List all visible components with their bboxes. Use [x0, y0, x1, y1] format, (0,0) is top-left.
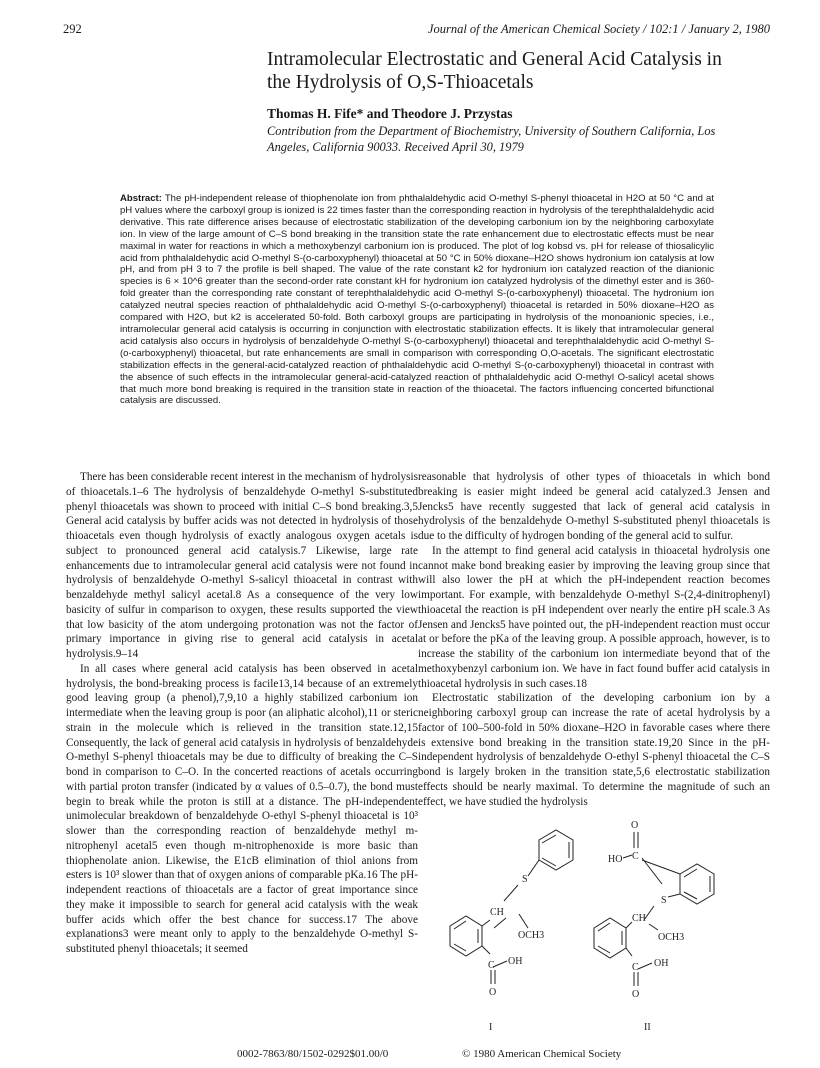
atom-label: O	[489, 987, 497, 998]
chemical-structures-figure	[418, 818, 770, 1036]
benzene-ring	[594, 918, 626, 958]
atom-label: OCH3	[518, 930, 545, 941]
carboxyphenyl-ring	[680, 864, 714, 904]
atom-label: C	[632, 962, 639, 973]
footer-code: 0002-7863/80/1502-0292$01.00/0	[237, 1048, 389, 1060]
atom-label: HO	[608, 854, 623, 865]
body-column-right	[418, 470, 770, 809]
authors: Thomas H. Fife* and Theodore J. Przystas	[267, 106, 513, 121]
abstract-text: The pH-independent release of thiophenolate ion from phthalaldehydic acid O-methyl S-phenyl thioacetal in H2O at 50 °C and at pH values where the carboxyl group is ionized is 22 times faster than the corresponding reaction in hydrolysis of the terephthalaldehydic acid derivative. This rate difference arises because of electrostatic stabilization of the developing carbonium ion by the neighboring carboxylate ion. In view of the large amount of C–S bond breaking in the transition state the rate enhancement due to electrostatic effects must be near maximal in water for reactions in which a methoxybenzyl carbonium ion is produced. The plot of log kobsd vs. pH for release of thiosalicylic acid from phthalaldehydic acid O-methyl S-(o-carboxyphenyl) thioacetal at 50 °C in 50% dioxane–H2O shows hydronium ion catalysis at low pH, and from pH 3 to 7 the profile is bell shaped. The value of the rate constant k2 for hydronium ion catalyzed reaction of the dianionic species is 6 × 10^6 greater than the second-order rate constant kH for hydronium ion catalyzed hydrolysis of the dimethyl ester and is 360-fold greater than the corresponding rate constant of terephthalaldehydic acid O-methyl S-(o-carboxyphenyl) thioacetal. The hydronium ion catalyzed neutral species reaction of phthalaldehydic acid O-methyl S-(o-carboxyphenyl) thioacetal is retarded in 50% dioxane–H2O as compared with H2O, but k2 is accelerated 50-fold. Both carboxyl groups are participating in hydrolysis of the monoanionic species, i.e., intramolecular general acid catalysis is occurring in conjunction with electrostatic stabilization effects. It is likely that intramolecular general acid catalysis also occurs in hydrolysis of benzaldehyde O-methyl S-(o-carboxyphenyl) thioacetal and terephthalaldehydic acid O-methyl S-(o-carboxyphenyl) thioacetal, but rate enhancements are small in comparison with corresponding O,O-acetals. The significant electrostatic stabilization effects in the general-acid-catalyzed reaction of phthalaldehydic acid O-methyl S-(o-carboxyphenyl) thioacetal in contrast with the absence of such effects in the intramolecular general-acid-catalyzed reaction of phthalaldehydic acid O-methyl O-salicyl acetal shows that much more bond breaking is required in the transition state in reaction of the thioacetal. The factors influencing concerted bifunctional catalysis are discussed.	[120, 193, 714, 407]
body-column-left	[66, 470, 418, 957]
compound-label-II: II	[644, 1022, 651, 1033]
atom-label: C	[632, 851, 639, 862]
compound-label-I: I	[489, 1022, 493, 1033]
atom-label: S	[522, 874, 528, 885]
paragraph: Electrostatic stabilization of the developing carbonium ion by a neighboring carboxyl group can increase the rate of acetal hydrolysis by a factor of 100–500-fold in 50% dioxane–H2O in favorable cases where there is extensive bond breaking in the transition state.19,20 Since in the pH-independent hydrolysis of benzaldehyde O-ethyl S-phenyl thioacetal the C–S bond is largely broken in the transition state,5,6 electrostatic stabilization effects should be nearly maximal. To determine the magnitude of such an effect, we have studied the hydrolysis	[418, 692, 770, 808]
journal-header: Journal of the American Chemical Society / 102:1 / January 2, 1980	[427, 22, 770, 36]
paragraph: In the attempt to find general acid catalysis in thioacetal hydrolysis one cannot make bond breaking easier by improving the leaving group since that will also lower the pH at which the pH-independent reaction becomes important. For example, with benzaldehyde O-methyl S-(2,4-dinitrophenyl) thioacetal the reaction is pH independent over nearly the entire pH scale.3 As Jensen and Jencks5 have pointed out, the pH-independent reaction must occur at or before the pKa of the leaving group. A possible approach, however, is to increase the stability of the carbonium ion intermediate beyond that of the methoxybenzyl carbonium ion. We have in fact found buffer acid catalysis in thioacetal hydrolysis in such cases.18	[418, 544, 770, 690]
paragraph: There has been considerable recent interest in the mechanism of hydrolysis of thioacetals.1–6 The hydrolysis of benzaldehyde O-methyl S-substituted phenyl thioacetals was shown to proceed with initial C–S bond breaking.3,5 General acid catalysis by buffer acids was not detected in hydrolysis of those thioacetals even though hydrolysis of exactly analogous oxygen acetals is subject to pronounced general acid catalysis.7 Likewise, large rate enhancements due to intramolecular general acid catalysis were not found in hydrolysis of benzaldehyde O-methyl S-salicyl thioacetal in contrast with benzaldehyde methyl salicyl acetal.8 As a consequence of the very low basicity of sulfur in comparison to oxygen, these results supported the view that low basicity of the atom undergoing protonation was not the factor of primary importance in giving rise to general acid catalysis in acetal hydrolysis.9–14	[66, 471, 419, 660]
affiliation: Contribution from the Department of Biochemistry, University of Southern California, Los Angeles, California 90033. Received April 30, 1979	[267, 124, 716, 154]
atom-label: OH	[654, 958, 669, 969]
page-number: 292	[63, 22, 82, 36]
atom-label: OH	[508, 956, 523, 967]
footer-copyright: © 1980 American Chemical Society	[462, 1048, 622, 1060]
paragraph: In all cases where general acid catalysis has been observed in acetal hydrolysis, the bond-breaking process is facile13,14 because of an extremely good leaving group (a phenol),7,9,10 a highly stabilized carbonium ion intermediate when the leaving group is poor (an aliphatic alcohol),11 or steric strain in the molecule which is relieved in the transition state.12,15 Consequently, the lack of general acid catalysis in hydrolysis of benzaldehyde O-methyl S-phenyl thioacetals may be due to difficulty of breaking the C–S bond in comparison to C–O. In the concerted reactions of acetals occurring with partial proton transfer (indicated by α values of 0.5–0.7), the bond must begin to break while the proton is still at a distance. The pH-independent unimolecular breakdown of benzaldehyde O-ethyl S-phenyl thioacetal is 10³ slower than the corresponding reaction of benzaldehyde methyl m-nitrophenyl acetal5 even though m-nitrophenoxide is more basic than thiophenolate anion. Likewise, the E1cB elimination of thiol anions from esters is 10³ slower than that of oxygen anions of comparable pKa.16 The pH-independent reactions of thioacetals are a factor of great importance since they make it impossible to search for general acid catalysis with the weak buffer acids which offer the best chance for success.17 The above explanations3 were meant only to apply to the benzaldehyde O-methyl S-substituted phenyl thioacetals; it seemed	[66, 662, 418, 955]
paragraph: reasonable that hydrolysis of other types of thioacetals in which bond breaking is easier might indeed be general acid catalyzed.3 Jensen and Jencks5 have recently suggested that lack of general acid catalysis in hydrolysis of the benzaldehyde O-methyl S-substituted phenyl thioacetals is due to the difficulty of hydrogen bonding of the general acid to sulfur.	[418, 471, 770, 542]
atom-label: CH	[490, 907, 504, 918]
atom-label: O	[631, 820, 639, 831]
abstract-label: Abstract:	[120, 193, 162, 204]
atom-label: O	[632, 989, 640, 1000]
atom-label: C	[488, 960, 495, 971]
atom-label: CH	[632, 913, 646, 924]
phenyl-ring	[539, 830, 573, 870]
atom-label: OCH3	[658, 932, 685, 943]
benzene-ring	[450, 916, 482, 956]
atom-label: S	[661, 895, 667, 906]
paper-title: Intramolecular Electrostatic and General Acid Catalysis in the Hydrolysis of O,S-Thioacetals	[267, 49, 722, 93]
abstract	[120, 193, 714, 407]
